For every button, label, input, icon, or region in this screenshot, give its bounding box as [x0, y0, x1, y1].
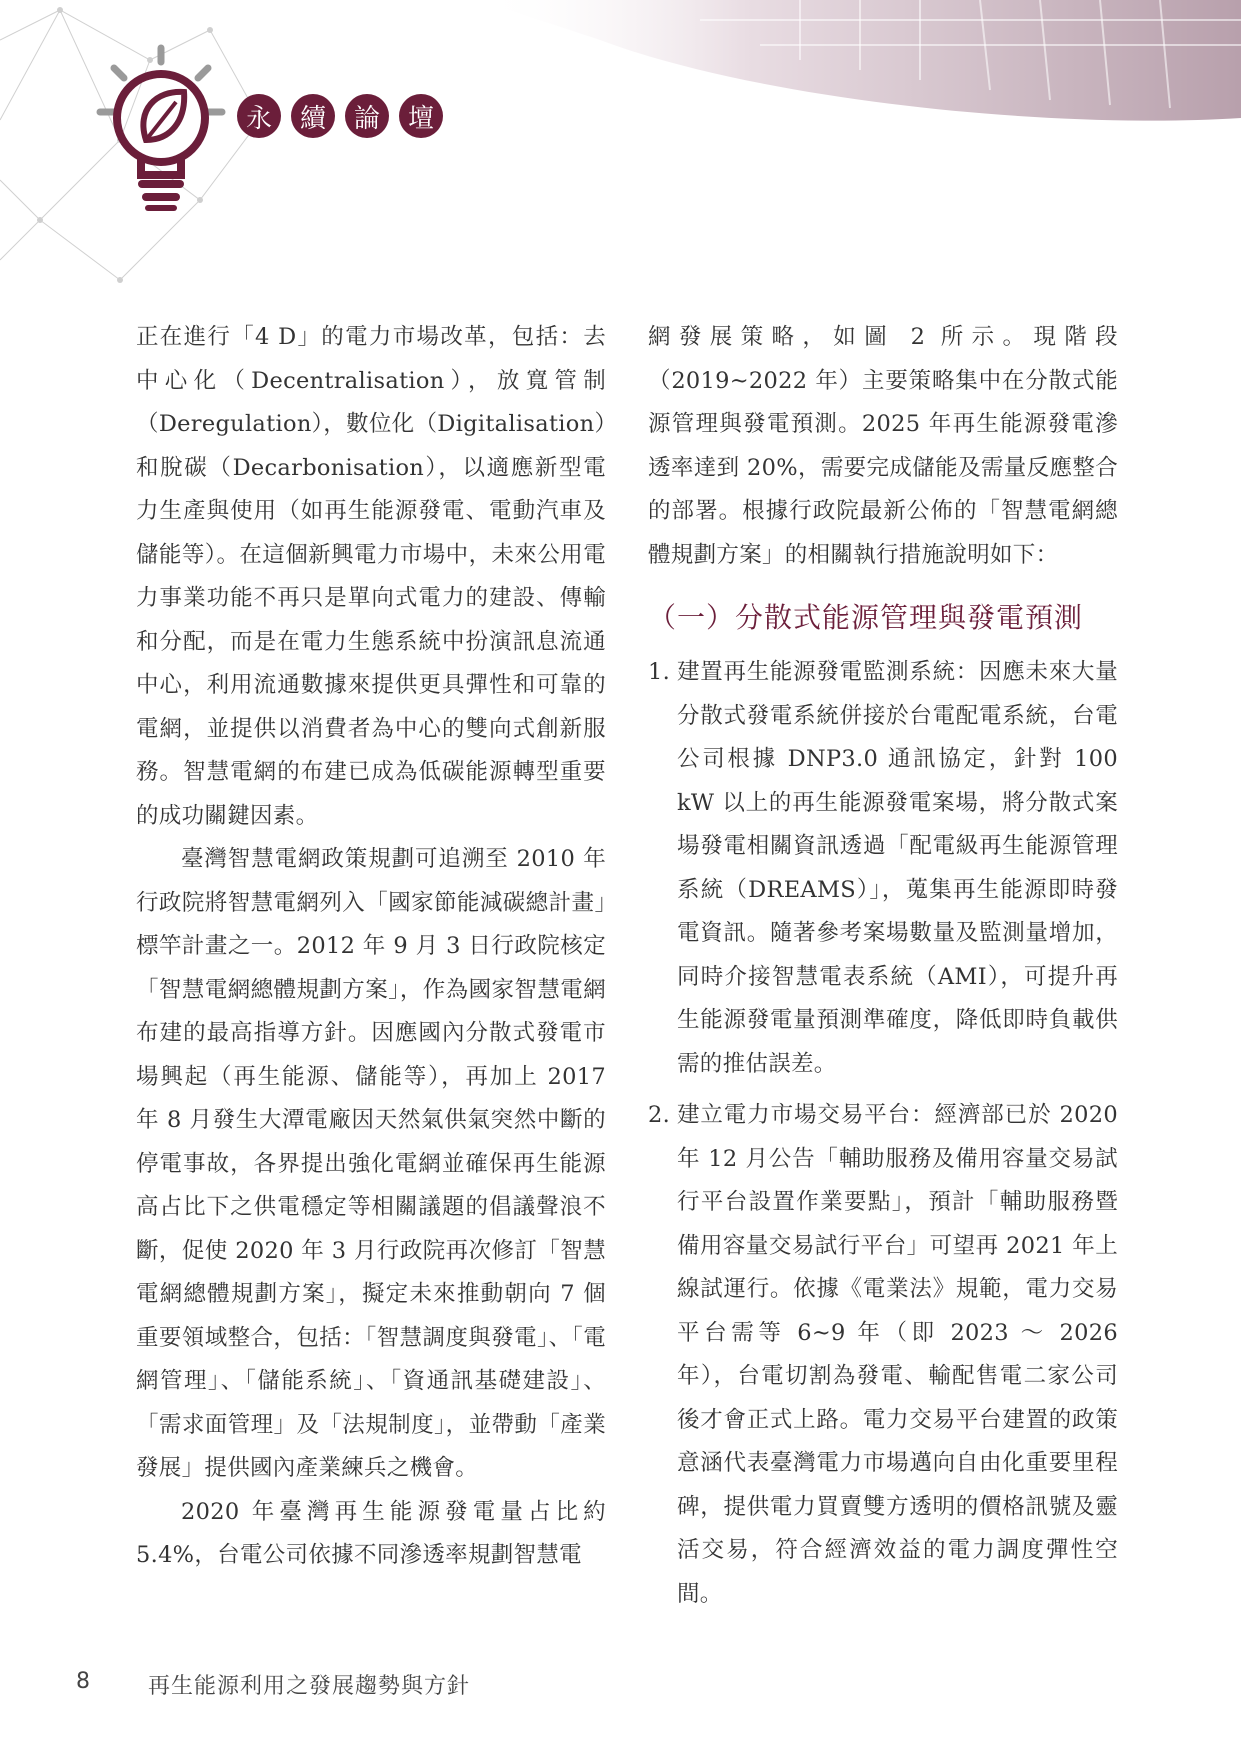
list-item	[648, 651, 1118, 1086]
title-char: 論	[345, 94, 389, 138]
title-char: 續	[291, 94, 335, 138]
paragraph: 臺灣智慧電網政策規劃可追溯至 2010 年行政院將智慧電網列入「國家節能減碳總計畫」標竿計畫之一。2012 年 9 月 3 日行政院核定「智慧電網總體規劃方案」，作為國家智慧電網布建的最高指導方針。因應國內分散式發電市場興起（再生能源、儲能等），再加上 2017 年 8 月發生大潭電廠因天然氣供氣突然中斷的停電事故，各界提出強化電網並確保再生能源高占比下之供電穩定等相關議題的倡議聲浪不斷，促使 2020 年 3 月行政院再次修訂「智慧電網總體規劃方案」，擬定未來推動朝向 7 個重要領域整合，包括：「智慧調度與發電」、「電網管理」、「儲能系統」、「資通訊基礎建設」、「需求面管理」及「法規制度」，並帶動「產業發展」提供國內產業練兵之機會。	[136, 846, 606, 1481]
lightbulb-leaf-icon	[96, 40, 226, 215]
paragraph: 網發展策略，如圖 2 所示。現階段（2019~2022 年）主要策略集中在分散式能源管理與發電預測。2025 年再生能源發電滲透率達到 20%，需要完成儲能及需量反應整合的部署。根據行政院最新公佈的「智慧電網總體規劃方案」的相關執行措施說明如下：	[648, 324, 1118, 568]
list-text: 建置再生能源發電監測系統：因應未來大量分散式發電系統併接於台電配電系統，台電公司根據 DNP3.0 通訊協定，針對 100 kW 以上的再生能源發電案場，將分散式案場發電相關資訊透過「配電級再生能源管理系統（DREAMS）」，蒐集再生能源即時發電資訊。隨著參考案場數量及監測量增加，同時介接智慧電表系統（AMI），可提升再生能源發電量預測準確度，降低即時負載供需的推估誤差。	[677, 659, 1118, 1077]
title-char: 永	[237, 94, 281, 138]
paragraph: 正在進行「4 D」的電力市場改革，包括：去中心化（Decentralisation），放寬管制（Deregulation），數位化（Digitalisation）和脫碳（Decarbonisation），以適應新型電力生產與使用（如再生能源發電、電動汽車及儲能等）。在這個新興電力市場中，未來公用電力事業功能不再只是單向式電力的建設、傳輸和分配，而是在電力生態系統中扮演訊息流通中心，利用流通數據來提供更具彈性和可靠的電網，並提供以消費者為中心的雙向式創新服務。智慧電網的布建已成為低碳能源轉型重要的成功關鍵因素。	[136, 324, 606, 829]
section-title-badges	[237, 94, 443, 138]
section-heading: （一）分散式能源管理與發電預測	[648, 601, 1084, 634]
list-text: 建立電力市場交易平台：經濟部已於 2020 年 12 月公告「輔助服務及備用容量交易試行平台設置作業要點」，預計「輔助服務暨備用容量交易試行平台」可望再 2021 年上線試運行。依據《電業法》規範，電力交易平台需等 6~9 年（即 2023 ～ 2026 年），台電切割為發電、輸配售電二家公司後才會正式上路。電力交易平台建置的政策意涵代表臺灣電力市場邁向自由化重要里程碑，提供電力買賣雙方透明的價格訊號及靈活交易，符合經濟效益的電力調度彈性空間。	[677, 1102, 1118, 1607]
list-item	[648, 1094, 1118, 1616]
title-char: 壇	[399, 94, 443, 138]
paragraph: 2020 年臺灣再生能源發電量占比約 5.4%，台電公司依據不同滲透率規劃智慧電	[136, 1498, 606, 1568]
footer-book-title: 再生能源利用之發展趨勢與方針	[148, 1674, 471, 1699]
list-number: 1.	[648, 659, 671, 685]
page-number: 8	[76, 1669, 90, 1694]
left-column	[136, 316, 606, 1578]
list-number: 2.	[648, 1102, 671, 1128]
right-column	[648, 316, 1118, 1616]
